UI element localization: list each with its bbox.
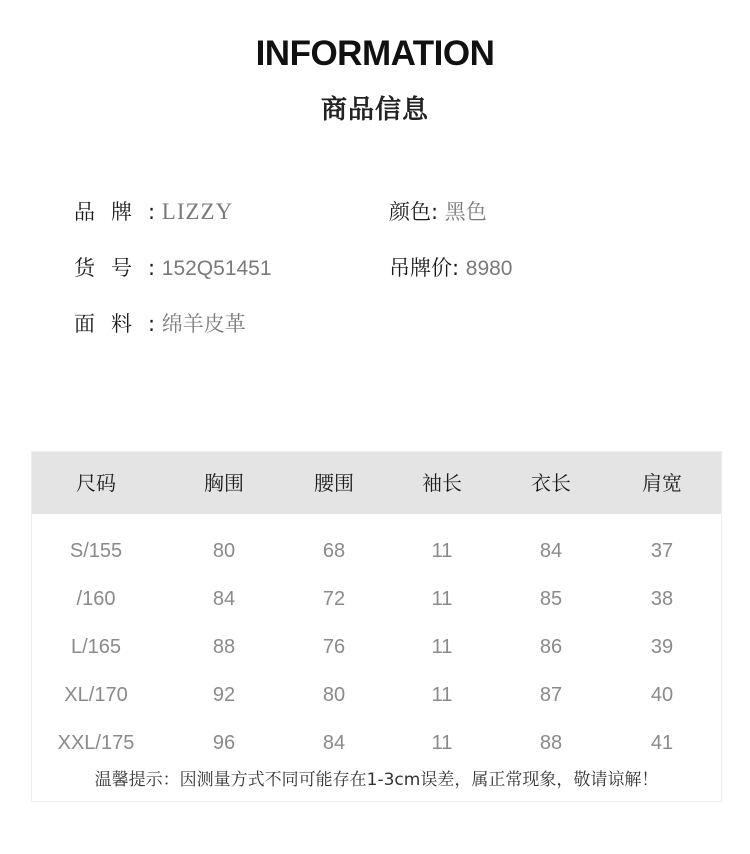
tag-price-label: 吊牌价 (389, 256, 452, 280)
cell-length: 86 (539, 636, 563, 658)
cell-sleeve: 11 (431, 732, 453, 754)
cell-waist: 76 (322, 636, 346, 658)
tag-price-value: 8980 (465, 257, 513, 280)
header-shoulder: 肩宽 (642, 471, 682, 495)
cell-bust: 84 (212, 588, 236, 610)
tag-price-colon: : (452, 256, 460, 280)
cell-sleeve: 11 (431, 540, 453, 562)
item-no-value: 152Q51451 (161, 257, 272, 280)
page-title-en: INFORMATION (255, 34, 495, 73)
cell-shoulder: 40 (650, 684, 674, 706)
cell-sleeve: 11 (431, 636, 453, 658)
size-table-header (32, 452, 721, 514)
cell-shoulder: 38 (650, 588, 674, 610)
cell-shoulder: 39 (650, 636, 674, 658)
measurement-note: 温馨提示：因测量方式不同可能存在1-3cm误差，属正常现象，敬请谅解！ (94, 770, 659, 790)
material-label: 面料 (74, 312, 148, 336)
cell-length: 84 (539, 540, 563, 562)
info-material (74, 309, 246, 339)
cell-bust: 88 (212, 636, 236, 658)
info-tag-price (389, 253, 512, 284)
cell-size: XL/170 (64, 684, 128, 706)
cell-waist: 72 (322, 588, 346, 610)
brand-colon: : (148, 200, 156, 224)
info-color (389, 197, 487, 227)
cell-bust: 92 (212, 684, 236, 706)
cell-waist: 80 (322, 684, 346, 706)
cell-waist: 68 (322, 540, 346, 562)
color-colon: : (431, 200, 439, 224)
brand-label: 品牌 (74, 200, 148, 224)
cell-shoulder: 41 (650, 732, 674, 754)
cell-length: 87 (539, 684, 563, 706)
cell-sleeve: 11 (431, 588, 453, 610)
color-value: 黑色 (444, 200, 487, 224)
header-sleeve: 袖长 (422, 471, 462, 495)
header-length: 衣长 (531, 471, 571, 495)
cell-shoulder: 37 (650, 540, 674, 562)
cell-size: S/155 (69, 540, 123, 562)
info-brand (74, 197, 233, 227)
cell-waist: 84 (322, 732, 346, 754)
header-waist: 腰围 (314, 471, 354, 495)
material-value: 绵羊皮革 (161, 312, 246, 336)
cell-length: 85 (539, 588, 563, 610)
material-colon: : (148, 312, 156, 336)
cell-bust: 80 (212, 540, 236, 562)
info-item-no (74, 253, 272, 284)
cell-size: L/165 (70, 636, 122, 658)
header-bust: 胸围 (204, 471, 244, 495)
cell-size: XXL/175 (57, 732, 135, 754)
page-title-cn: 商品信息 (320, 95, 429, 125)
brand-value: LIZZY (161, 199, 234, 224)
cell-size: /160 (76, 588, 116, 610)
item-no-colon: : (148, 256, 156, 280)
cell-sleeve: 11 (431, 684, 453, 706)
cell-length: 88 (539, 732, 563, 754)
item-no-label: 货号 (74, 256, 148, 280)
header-size: 尺码 (76, 471, 116, 495)
size-table (31, 451, 722, 802)
color-label: 颜色 (389, 200, 431, 224)
cell-bust: 96 (212, 732, 236, 754)
